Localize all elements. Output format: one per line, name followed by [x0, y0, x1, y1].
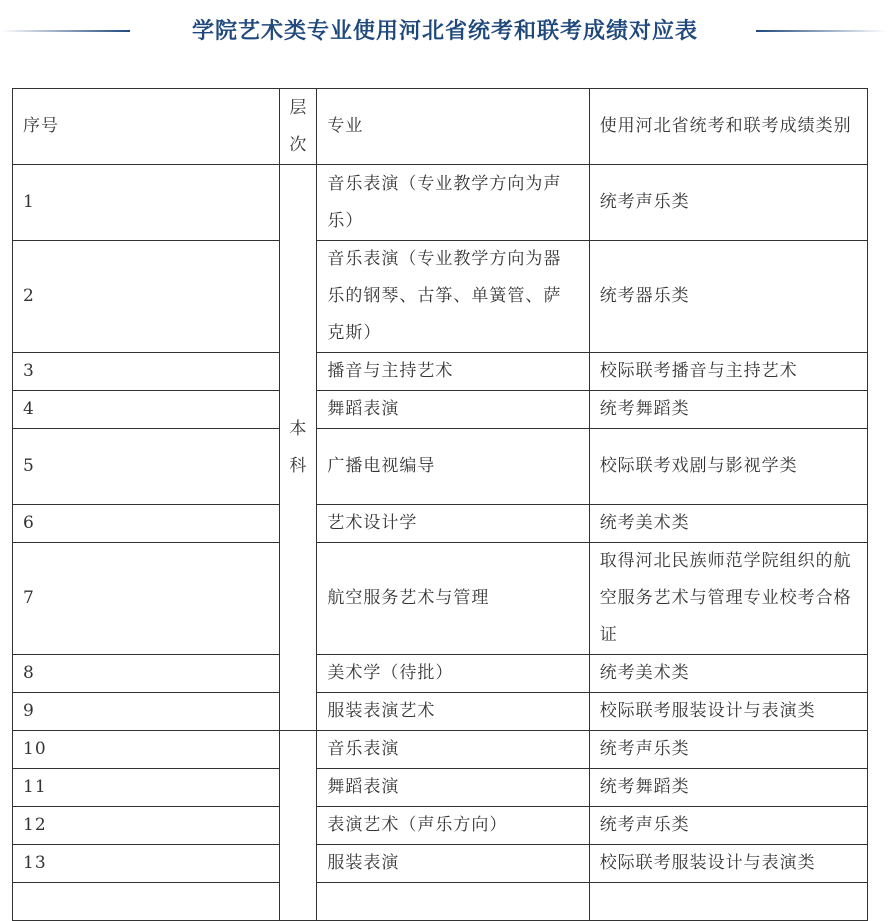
- row-category: 校际联考服装设计与表演类: [589, 693, 867, 731]
- table-header-row: [13, 89, 868, 165]
- header-cell-category: 使用河北省统考和联考成绩类别: [589, 89, 867, 165]
- table-row: [13, 655, 868, 693]
- row-major: 服装表演艺术: [317, 693, 589, 731]
- row-category: 取得河北民族师范学院组织的航空服务艺术与管理专业校考合格证: [589, 543, 867, 655]
- row-category: 统考声乐类: [589, 165, 867, 241]
- row-major: 服装表演: [317, 845, 589, 883]
- row-category: 校际联考服装设计与表演类: [589, 845, 867, 883]
- row-category: 统考舞蹈类: [589, 769, 867, 807]
- row-number: 8: [13, 655, 280, 693]
- table-row-partial: [13, 883, 868, 921]
- row-category: 统考声乐类: [589, 807, 867, 845]
- row-major: 表演艺术（声乐方向）: [317, 807, 589, 845]
- row-number: 10: [13, 731, 280, 769]
- level-cell: 本科: [280, 165, 317, 731]
- row-number: 4: [13, 391, 280, 429]
- level-cell-secondary: [280, 731, 317, 921]
- row-number: 9: [13, 693, 280, 731]
- row-category: 统考声乐类: [589, 731, 867, 769]
- table-row: [13, 505, 868, 543]
- row-major: 艺术设计学: [317, 505, 589, 543]
- page-title: 学院艺术类专业使用河北省统考和联考成绩对应表: [191, 19, 698, 44]
- table-row: [13, 391, 868, 429]
- row-major: 舞蹈表演: [317, 391, 589, 429]
- art-majors-table: [12, 88, 868, 921]
- table-row: [13, 807, 868, 845]
- row-major: 播音与主持艺术: [317, 353, 589, 391]
- row-major: 音乐表演（专业教学方向为器乐的钢琴、古筝、单簧管、萨克斯）: [317, 241, 589, 353]
- row-major: 舞蹈表演: [317, 769, 589, 807]
- header-cell-major: 专业: [317, 89, 589, 165]
- table-row: [13, 241, 868, 353]
- header-cell-level: 层次: [280, 89, 317, 165]
- row-category: 统考美术类: [589, 505, 867, 543]
- row-number: 5: [13, 429, 280, 505]
- row-category: 统考器乐类: [589, 241, 867, 353]
- header-cell-number: 序号: [13, 89, 280, 165]
- title-rule-right: [756, 30, 886, 32]
- row-major: 航空服务艺术与管理: [317, 543, 589, 655]
- table-row: [13, 693, 868, 731]
- row-category-empty: [589, 883, 867, 921]
- table-row: [13, 543, 868, 655]
- row-major: 美术学（待批）: [317, 655, 589, 693]
- row-category: 校际联考戏剧与影视学类: [589, 429, 867, 505]
- row-number: 2: [13, 241, 280, 353]
- row-category: 统考舞蹈类: [589, 391, 867, 429]
- row-number: 6: [13, 505, 280, 543]
- row-major: 音乐表演（专业教学方向为声乐）: [317, 165, 589, 241]
- row-major-empty: [317, 883, 589, 921]
- table-row: [13, 769, 868, 807]
- table-row: [13, 165, 868, 241]
- row-category: 统考美术类: [589, 655, 867, 693]
- row-major: 广播电视编导: [317, 429, 589, 505]
- row-category: 校际联考播音与主持艺术: [589, 353, 867, 391]
- row-number: 1: [13, 165, 280, 241]
- row-number: 12: [13, 807, 280, 845]
- row-number: 3: [13, 353, 280, 391]
- table-row: [13, 353, 868, 391]
- row-major: 音乐表演: [317, 731, 589, 769]
- page-header: [0, 0, 890, 62]
- table-row: [13, 845, 868, 883]
- row-number-empty: [13, 883, 280, 921]
- row-number: 11: [13, 769, 280, 807]
- table-row: [13, 731, 868, 769]
- table-row: [13, 429, 868, 505]
- row-number: 13: [13, 845, 280, 883]
- row-number: 7: [13, 543, 280, 655]
